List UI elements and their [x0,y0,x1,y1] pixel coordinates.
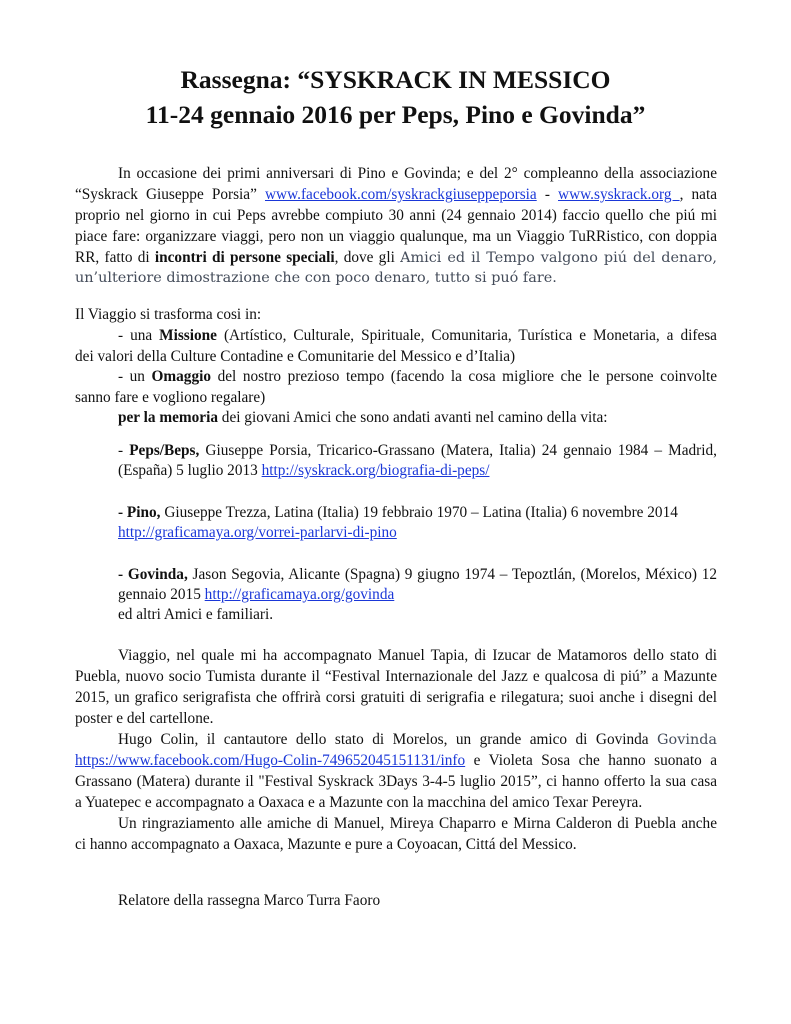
memoria-line [118,408,608,427]
missione-text: (Artístico, Culturale, Spirituale, Comunitaria, Turística e Monetaria, a difesa [216,327,717,344]
facebook-syskrack-link[interactable]: www.facebook.com/syskrackgiuseppeporsia [264,186,537,203]
thanks-paragraph-line: Un ringraziamento alle amiche di Manuel, Mireya Chaparro e Mirna Calderon di Puebla anche [118,815,717,832]
missione-bold: Missione [159,327,217,344]
hugo-grey-text: Govinda [657,732,717,748]
missione-line [118,326,717,345]
pino-line [118,503,678,522]
intro-bold-text: incontri di persone speciali [154,249,335,266]
intro-line: proprio nel giorno in cui Peps avrebbe compiuto 30 anni (24 gennaio 2014) faccio quello che piú mi [75,207,717,224]
hugo-paragraph-line: Grassano (Matera) durante il "Festival Syskrack 3Days 3-4-5 luglio 2015”, ci hanno offerto la sua casa [75,773,717,790]
peps-text: Giuseppe Porsia, Tricarico-Grassano (Matera, Italia) 24 gennaio 1984 – Madrid, [199,442,717,459]
govinda-text: Jason Segovia, Alicante (Spagna) 9 giugno 1974 – Tepoztlán, (Morelos, México) 12 [187,566,718,583]
govinda-link[interactable]: http://graficamaya.org/govinda [204,586,395,603]
peps-line [118,441,717,460]
pino-link[interactable]: http://graficamaya.org/vorrei-parlarvi-di-pino [118,524,397,541]
viaggio-paragraph-line: Puebla, nuovo socio Tumista durante il “Festival Internazionale del Jazz e qualcosa di piú” a Mazunte [75,668,717,685]
hugo-text: Hugo Colin, il cantautore dello stato di Morelos, un grande amico di Govinda [118,731,658,748]
govinda-name: - Govinda, [118,566,188,583]
document-title-line-1: Rassegna: “SYSKRACK IN MESSICO [180,65,611,94]
omaggio-text: del nostro prezioso tempo (facendo la cosa migliore che le persone coinvolte [211,368,717,385]
pino-text: Giuseppe Trezza, Latina (Italia) 19 febbraio 1970 – Latina (Italia) 6 novembre 2014 [160,504,678,521]
omaggio-line: sanno fare e vogliono regalare) [75,389,266,406]
peps-name: Peps/Beps, [129,442,200,459]
intro-text: “Syskrack Giuseppe Porsia” [75,186,265,203]
memoria-text: dei giovani Amici che sono andati avanti nel camino della vita: [217,409,608,426]
viaggio-heading: Il Viaggio si trasforma cosi in: [75,306,262,323]
omaggio-text: - un [118,368,152,385]
others-line: ed altri Amici e familiari. [118,606,274,623]
document-title-line-2: 11-24 gennaio 2016 per Peps, Pino e Govinda” [145,100,646,129]
pino-line [118,523,397,542]
hugo-paragraph-line: a Yuatepec e accompagnato a Oaxaca e a Mazunte con la macchina del amico Texar Pereyra. [75,794,643,811]
memoria-bold: per la memoria [118,409,218,426]
intro-line [75,248,717,268]
govinda-text: gennaio 2015 [118,586,205,603]
missione-line: dei valori della Culture Contadine e Comunitarie del Messico e d’Italia) [75,348,516,365]
peps-biography-link[interactable]: http://syskrack.org/biografia-di-peps/ [261,462,490,479]
viaggio-paragraph-line: Viaggio, nel quale mi ha accompagnato Manuel Tapia, di Izucar de Matamoros dello stato di [118,647,717,664]
syskrack-org-link[interactable]: www.syskrack.org [558,186,680,203]
govinda-line [118,565,717,584]
intro-text: RR, fatto di [75,249,155,266]
intro-line: piace fare: organizzare viaggi, pero non un viaggio qualunque, ma un Viaggio TuRRistico, con doppia [75,228,717,245]
intro-line: un’ulteriore dimostrazione che con poco denaro, tutto si puó fare. [75,270,557,286]
pino-name: - Pino, [118,504,161,521]
peps-text: - [118,442,130,459]
peps-line [118,461,489,480]
intro-line [75,185,717,204]
viaggio-paragraph-line: 2015, un grafico serigrafista che offrirà corsi gratuiti di serigrafia e rilegatura; suoi anche i disegni del [75,689,717,706]
intro-line: In occasione dei primi anniversari di Pino e Govinda; e del 2° compleanno della associazione [118,165,717,182]
omaggio-bold: Omaggio [151,368,212,385]
viaggio-paragraph-line: poster e del cartellone. [75,710,214,727]
missione-text: - una [118,327,160,344]
peps-text: (España) 5 luglio 2013 [118,462,262,479]
intro-text: , nata [679,186,717,203]
thanks-paragraph-line: ci hanno accompagnato a Oaxaca, Mazunte e pure a Coyoacan, Cittá del Messico. [75,836,577,853]
govinda-line [118,585,394,604]
hugo-text: e Violeta Sosa che hanno suonato a [465,752,717,769]
hugo-paragraph-line [75,751,717,770]
intro-text: , dove gli [334,249,401,266]
intro-text: - [536,186,559,203]
relatore-signature: Relatore della rassegna Marco Turra Faoro [118,892,381,909]
hugo-colin-facebook-link[interactable]: https://www.facebook.com/Hugo-Colin-749652045151131/info [75,752,466,769]
intro-grey-text: Amici ed il Tempo valgono piú del denaro, [400,250,717,266]
omaggio-line [118,367,717,386]
hugo-paragraph-line [118,730,717,750]
